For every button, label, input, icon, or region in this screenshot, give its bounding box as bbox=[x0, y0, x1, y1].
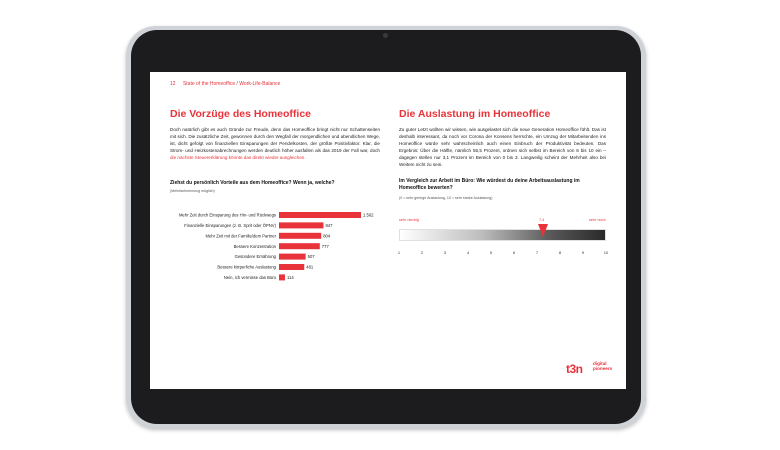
marker-triangle-icon bbox=[538, 224, 548, 237]
scale-tick: 7 bbox=[535, 250, 539, 255]
marker-value: 7,4 bbox=[539, 218, 545, 222]
bar-category-label: Bessere körperliche Auslastung bbox=[217, 264, 276, 270]
right-note: (0 = sehr geringe Auslastung, 10 = sehr starke Auslastung) bbox=[399, 196, 493, 200]
bar bbox=[279, 254, 306, 260]
bar bbox=[279, 233, 321, 239]
left-question: Ziehst du persönlich Vorteile aus dem Homeoffice? Wenn ja, welche? bbox=[170, 180, 335, 186]
section-title: State of the Homeoffice / Work-Life-Balance bbox=[182, 81, 281, 87]
bar-category-label: Mehr Zeit durch Einsparung des Hin- und Rückwegs bbox=[178, 212, 276, 218]
tablet-screen bbox=[150, 72, 626, 389]
bar-category-label: Gesündere Ernährung bbox=[234, 254, 276, 260]
scale-tick: 4 bbox=[466, 250, 470, 255]
scale-tick: 2 bbox=[420, 250, 424, 255]
t3n-logo bbox=[566, 360, 613, 378]
bar bbox=[279, 222, 323, 228]
bar bbox=[279, 212, 361, 218]
page-number: 12 bbox=[170, 81, 176, 87]
scale-tick: 10 bbox=[603, 250, 609, 255]
scale-tick: 8 bbox=[558, 250, 562, 255]
logo-text: digital pioneers bbox=[593, 361, 613, 371]
right-paragraph: Zu guter Letzt wollten wir wissen, wie ausgelastet sich die neue Generation Homeoffice fühlt. Das ist deshalb interessant, da noch vor Corona der Konsens herrschte, ein Umzug der Mitarbeitenden ins Homeoffice würde sehr wahrscheinlich auch einen Einbruch der Produktivität bedeuten. Das Ergebnis: Über die Hälfte, nämlich 55,5 Prozent, ordnen sich selbst im Bereich von 8 bis 10 ein – dagegen stellen nur 3,1 Prozent im Bereich von 0 bis 3. Langweilig scheint der Mehrheit also bei Weitem nicht zu sein. bbox=[399, 127, 606, 167]
left-paragraph-text: Doch natürlich gibt es auch Gründe zur Freude, denn das Homeoffice bringt nicht nur Schattenseiten mit sich. Die zusätzliche Zeit, gewonnen durch den Wegfall der morgendlichen und abendlichen Wege, ist, dicht gefolgt von finanziellen Einsparungen der Pendelkosten, der größte Positivfaktor. Klar, die Strom- und Heizkostenabrechnungen werden deutlich höher ausfallen als das 2019 der Fall war, doch bbox=[170, 127, 380, 153]
left-heading: Die Vorzüge des Homeoffice bbox=[170, 108, 312, 120]
logo-mark: t3n bbox=[566, 362, 583, 376]
scale-tick: 9 bbox=[581, 250, 585, 255]
scale-high-label: sehr hoch bbox=[589, 218, 606, 222]
bar bbox=[279, 274, 285, 280]
bar-value-label: 481 bbox=[306, 264, 314, 270]
bar-value-label: 804 bbox=[323, 233, 331, 239]
bar-value-label: 114 bbox=[286, 275, 294, 280]
left-note: (Mehrfachnennung möglich) bbox=[170, 189, 215, 193]
bar-category-label: Mehr Zeit mit der Familie/dem Partner bbox=[205, 233, 276, 239]
bar-category-label: Finanzielle Einsparungen (z. B. Sprit oder ÖPNV) bbox=[184, 223, 276, 228]
scale-ticks bbox=[397, 250, 609, 256]
workload-scale-bar bbox=[399, 229, 606, 241]
bar-category-label: Bessere Konzentration bbox=[233, 243, 276, 249]
bar bbox=[279, 264, 304, 270]
scale-tick: 1 bbox=[397, 250, 401, 255]
tax-link[interactable]: die nächste Steuererklärung könnte das direkt wieder ausgleichen. bbox=[170, 154, 306, 160]
bar-category-label: Nein, ich vermisse das Büro bbox=[223, 275, 276, 280]
camera-icon bbox=[383, 33, 388, 38]
right-question: Im Vergleich zur Arbeit im Büro: Wie würdest du deine Arbeitsauslastung im Homeoffice bewerten? bbox=[399, 178, 580, 191]
scale-tick: 5 bbox=[489, 250, 493, 255]
bar bbox=[279, 243, 320, 249]
scale-low-label: sehr niedrig bbox=[399, 218, 419, 222]
scale-tick: 6 bbox=[512, 250, 516, 255]
scale-tick: 3 bbox=[443, 250, 447, 255]
bar-value-label: 847 bbox=[325, 223, 333, 228]
bar-value-label: 1.562 bbox=[363, 212, 374, 218]
bar-value-label: 777 bbox=[321, 243, 329, 249]
right-heading: Die Auslastung im Homeoffice bbox=[399, 108, 551, 120]
bar-value-label: 507 bbox=[307, 254, 315, 260]
